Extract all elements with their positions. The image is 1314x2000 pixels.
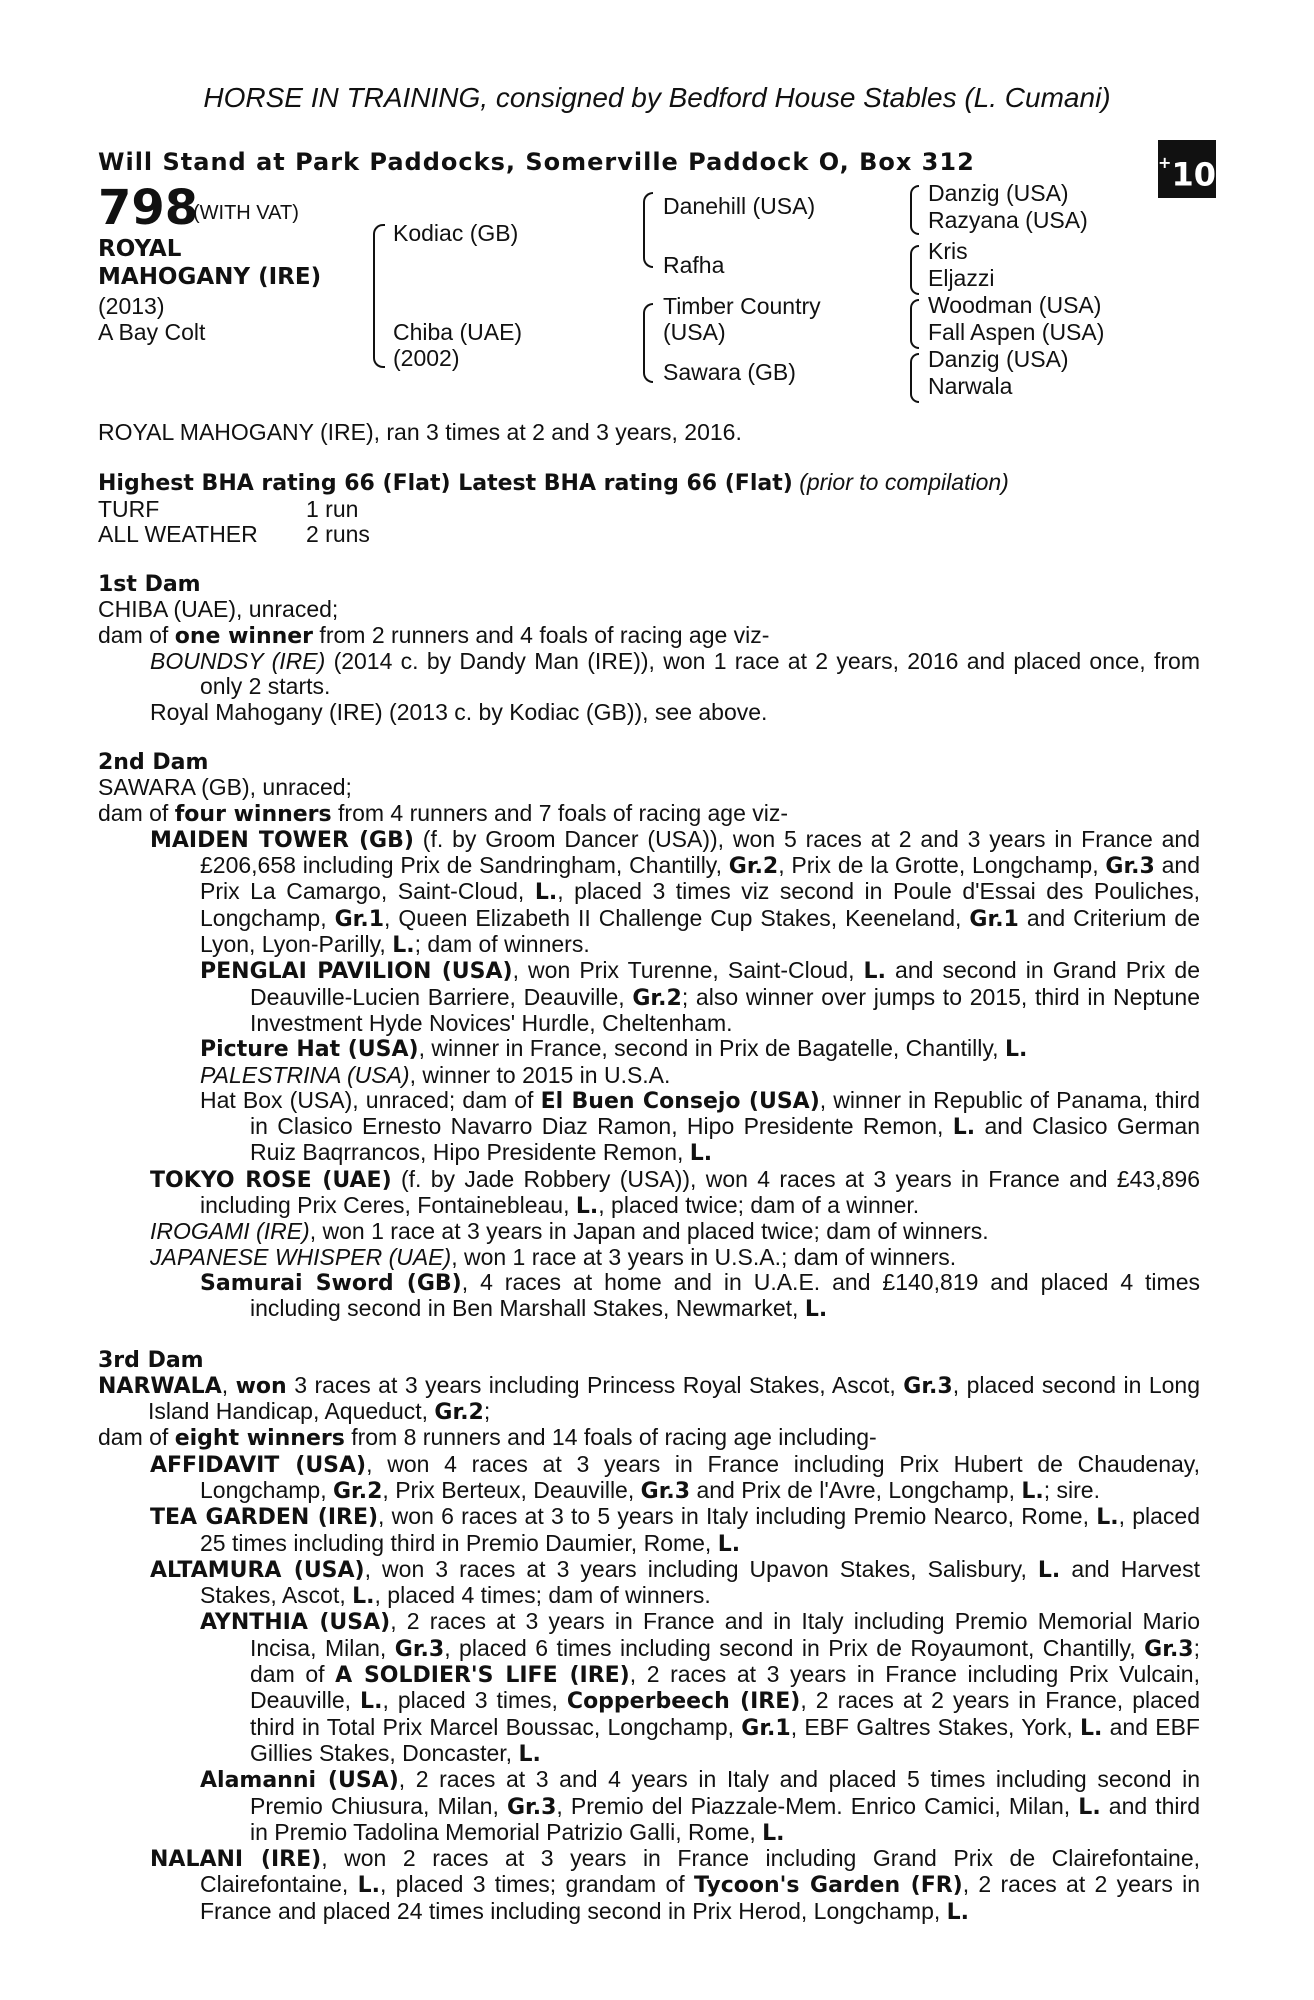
first-dam-entry-boundsy: BOUNDSY (IRE) (2014 c. by Dandy Man (IRE)), won 1 race at 2 years, 2016 and placed once, from only 2 starts.	[150, 648, 1200, 700]
entry-irogami: IROGAMI (IRE), won 1 race at 3 years in Japan and placed twice; dam of winners.	[150, 1218, 989, 1245]
entry-alamanni: Alamanni (USA), 2 races at 3 and 4 years in Italy and placed 5 times including second in Premio Chiusura, Milan, Gr.3, Premio del Piazzale-Mem. Enrico Camici, Milan, L. and third in Premio Tadolina Memorial Patrizio Galli, Rome, L.	[200, 1766, 1200, 1846]
pedigree-g3: Kris	[928, 238, 968, 264]
entry-aynthia: AYNTHIA (USA), 2 races at 3 years in France and in Italy including Premio Memorial Mario Incisa, Milan, Gr.3, placed 6 times including second in Prix de Royaumont, Chantilly, Gr.3; dam of A SOLDIER'S LIFE (IRE), 2 races at 3 years in France including Prix Vulcain, Deauville, L., placed 3 times, Copperbeech (IRE), 2 races at 2 years in France, placed third in Total Prix Marcel Boussac, Longchamp, Gr.1, EBF Galtres Stakes, York, L. and EBF Gillies Stakes, Doncaster, L.	[200, 1608, 1200, 1767]
aw-label: ALL WEATHER	[98, 520, 258, 547]
pedigree-sire-sire: Danehill (USA)	[663, 193, 816, 219]
first-dam-produce: dam of one winner from 2 runners and 4 foals of racing age viz-	[98, 621, 770, 649]
pedigree-brace-sire	[643, 192, 653, 268]
first-dam-entry-royal-mahogany: Royal Mahogany (IRE) (2013 c. by Kodiac (GB)), see above.	[150, 698, 768, 725]
first-dam-heading: 1st Dam	[98, 572, 201, 598]
turf-value: 1 run	[306, 495, 359, 522]
horse-name-line1: ROYAL	[98, 236, 182, 262]
turf-runs	[98, 497, 1200, 522]
horse-name	[98, 235, 321, 291]
entry-tokyo-rose: TOKYO ROSE (UAE) (f. by Jade Robbery (USA)), won 4 races at 3 years in France and £43,896 including Prix Ceres, Fontainebleau, L., placed twice; dam of a winner.	[150, 1165, 1200, 1220]
entry-japanese-whisper: JAPANESE WHISPER (UAE), won 1 race at 3 years in U.S.A.; dam of winners.	[150, 1243, 957, 1270]
pedigree-sire: Kodiac (GB)	[393, 220, 519, 246]
entry-nalani: NALANI (IRE), won 2 races at 3 years in France including Grand Prix de Clairefontaine, Clairefontaine, L., placed 3 times; grandam of Tycoon's Garden (FR), 2 races at 2 years in France and placed 24 times including second in Prix Herod, Longchamp, L.	[150, 1845, 1201, 1925]
pedigree-g6: Fall Aspen (USA)	[928, 319, 1105, 345]
pedigree-g7: Danzig (USA)	[928, 346, 1069, 372]
pedigree-g2: Razyana (USA)	[928, 207, 1088, 233]
pedigree-dam-sire-line2: (USA)	[663, 319, 726, 345]
third-dam-produce: dam of eight winners from 8 runners and 14 foals of racing age including-	[98, 1424, 877, 1452]
pedigree-brace-dam	[643, 303, 653, 383]
horse-name-line2: MAHOGANY (IRE)	[98, 264, 322, 290]
aw-value: 2 runs	[306, 520, 370, 547]
entry-palestrina: PALESTRINA (USA), winner to 2015 in U.S.A.	[200, 1061, 671, 1088]
pedigree-brace-g12	[910, 185, 919, 235]
pedigree-brace-g78	[910, 353, 919, 403]
entry-tea-garden: TEA GARDEN (IRE), won 6 races at 3 to 5 years in Italy including Premio Nearco, Rome, L., placed 25 times including third in Premio Daumier, Rome, L.	[150, 1503, 1200, 1557]
race-summary: ROYAL MAHOGANY (IRE), ran 3 times at 2 and 3 years, 2016.	[98, 419, 742, 445]
entry-altamura: ALTAMURA (USA), won 3 races at 3 years including Upavon Stakes, Salisbury, L. and Harvest Stakes, Ascot, L., placed 4 times; dam of winners.	[150, 1555, 1200, 1610]
entry-hat-box: Hat Box (USA), unraced; dam of El Buen Consejo (USA), winner in Republic of Panama, third in Clasico Ernesto Navarro Diaz Ramon, Hipo Presidente Remon, L. and Clasico German Ruiz Baqrrancos, Hipo Presidente Remon, L.	[200, 1086, 1200, 1167]
second-dam-heading: 2nd Dam	[98, 749, 209, 775]
pedigree-brace-g34	[910, 245, 919, 295]
pedigree-dam-sire-line1: Timber Country	[663, 293, 821, 319]
all-weather-runs	[98, 522, 1200, 547]
turf-label: TURF	[98, 495, 160, 522]
entry-affidavit: AFFIDAVIT (USA), won 4 races at 3 years in France including Prix Hubert de Chaudenay, Longchamp, Gr.2, Prix Berteux, Deauville, Gr.3 and Prix de l'Avre, Longchamp, L.; sire.	[150, 1450, 1200, 1504]
first-dam-line1: CHIBA (UAE), unraced;	[98, 596, 339, 623]
catalogue-body	[98, 420, 1200, 1925]
third-dam-heading: 3rd Dam	[98, 1347, 204, 1373]
catalogue-header: HORSE IN TRAINING, consigned by Bedford House Stables (L. Cumani)	[203, 82, 1111, 113]
foaling-year: (2013)	[98, 293, 165, 319]
lot-number: 798	[98, 180, 199, 236]
second-dam-line1: SAWARA (GB), unraced;	[98, 774, 352, 801]
bha-rating	[98, 470, 1200, 496]
vat-note: (WITH VAT)	[193, 202, 299, 224]
entry-penglai-pavilion: PENGLAI PAVILION (USA), won Prix Turenne, Saint-Cloud, L. and second in Grand Prix de Deauville-Lucien Barriere, Deauville, Gr.2; also winner over jumps to 2015, third in Neptune Investment Hyde Novices' Hurdle, Cheltenham.	[200, 957, 1200, 1036]
entry-maiden-tower: MAIDEN TOWER (GB) (f. by Groom Dancer (USA)), won 5 races at 2 and 3 years in France and £206,658 including Prix de Sandringham, Chantilly, Gr.2, Prix de la Grotte, Longchamp, Gr.3 and Prix La Camargo, Saint-Cloud, L., placed 3 times viz second in Poule d'Essai des Pouliches, Longchamp, Gr.1, Queen Elizabeth II Challenge Cup Stakes, Keeneland, Gr.1 and Criterium de Lyon, Lyon-Parilly, L.; dam of winners.	[150, 825, 1201, 959]
pedigree-g5: Woodman (USA)	[928, 292, 1102, 318]
pedigree-brace-main	[373, 224, 385, 368]
badge-plus: +	[1158, 153, 1172, 172]
pedigree-g1: Danzig (USA)	[928, 180, 1069, 206]
pedigree-dam-line1: Chiba (UAE)	[393, 319, 523, 345]
rating-note: (prior to compilation)	[799, 469, 1009, 496]
horse-description: A Bay Colt	[98, 319, 206, 345]
badge-number: 10	[1171, 155, 1216, 194]
pedigree-sire-dam: Rafha	[663, 252, 725, 278]
entry-narwala: NARWALA, won 3 races at 3 years including Princess Royal Stakes, Ascot, Gr.3, placed second in Long Island Handicap, Aqueduct, Gr.2;	[98, 1371, 1201, 1426]
pedigree-g8: Narwala	[928, 373, 1013, 399]
pedigree-g4: Eljazzi	[928, 265, 995, 291]
second-dam-produce: dam of four winners from 4 runners and 7 foals of racing age viz-	[98, 799, 789, 827]
stand-location: Will Stand at Park Paddocks, Somerville Paddock O, Box 312	[98, 148, 975, 176]
pedigree-brace-g56	[910, 299, 919, 349]
lot-badge	[1158, 140, 1216, 198]
pedigree-dam-line2: (2002)	[393, 345, 460, 371]
rating-text: Highest BHA rating 66 (Flat) Latest BHA rating 66 (Flat)	[98, 471, 793, 497]
entry-picture-hat: Picture Hat (USA), winner in France, second in Prix de Bagatelle, Chantilly, L.	[200, 1035, 1028, 1063]
entry-samurai-sword: Samurai Sword (GB), 4 races at home and in U.A.E. and £140,819 and placed 4 times including second in Ben Marshall Stakes, Newmarket, L.	[200, 1268, 1200, 1323]
pedigree-dam-dam: Sawara (GB)	[663, 359, 796, 385]
